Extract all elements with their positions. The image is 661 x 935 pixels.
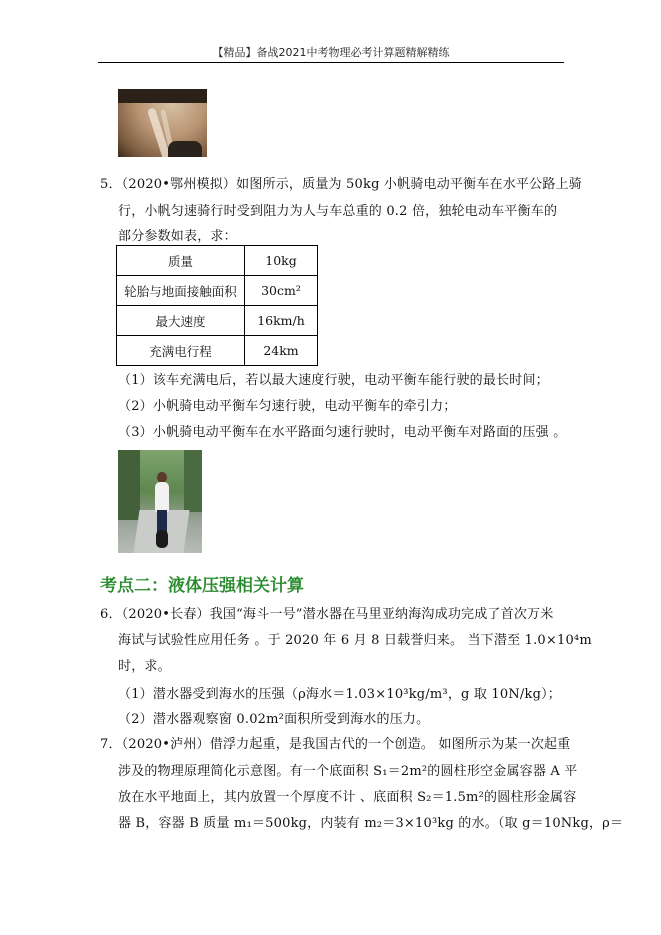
table-cell: 最大速度 — [117, 306, 245, 336]
lunar-rover-track-photo — [118, 89, 207, 157]
balance-scooter-rider-photo — [118, 450, 202, 553]
q5-sub-2: （2）小帆骑电动平衡车匀速行驶，电动平衡车的牵引力； — [118, 399, 457, 414]
q7-line-3: 放在水平地面上，其内放置一个厚度不计 、底面积 S₂＝1.5m²的圆柱形金属容 — [118, 790, 577, 805]
q6-line-1: 6．（2020•长春）我国“海斗一号”潜水器在马里亚纳海沟成功完成了首次万米 — [100, 607, 554, 622]
q6-line-2: 海试与试验性应用任务 。于 2020 年 6 月 8 日载誉归来。 当下潜至 1.0×10⁴m — [118, 633, 592, 648]
parameter-table — [116, 245, 318, 366]
table-row — [117, 306, 318, 336]
table-row — [117, 246, 318, 276]
table-row — [117, 276, 318, 306]
table-cell: 16km/h — [245, 306, 318, 336]
page-header: 【精品】备战2021中考物理必考计算题精解精练 — [212, 46, 450, 59]
table-cell: 质量 — [117, 246, 245, 276]
q5-sub-3: （3）小帆骑电动平衡车在水平路面匀速行驶时，电动平衡车对路面的压强 。 — [118, 425, 567, 440]
q7-line-2: 涉及的物理原理简化示意图。有一个底面积 S₁＝2m²的圆柱形空金属容器 A 平 — [118, 764, 578, 779]
q5-sub-1: （1）该车充满电后，若以最大速度行驶，电动平衡车能行驶的最长时间； — [118, 373, 549, 388]
q5-line-3: 部分参数如表，求： — [118, 229, 237, 244]
q6-sub-1: （1）潜水器受到海水的压强（ρ海水＝1.03×10³kg/m³，g 取 10N/kg）； — [118, 687, 562, 702]
q5-line-1: 5．（2020•鄂州模拟）如图所示，质量为 50kg 小帆骑电动平衡车在水平公路上骑 — [100, 177, 582, 192]
table-cell: 轮胎与地面接触面积 — [117, 276, 245, 306]
q7-line-1: 7．（2020•泸州）借浮力起重，是我国古代的一个创造。 如图所示为某一次起重 — [100, 737, 571, 752]
header-rule — [98, 62, 564, 63]
table-cell: 充满电行程 — [117, 336, 245, 366]
table-row — [117, 336, 318, 366]
q5-line-2: 行，小帆匀速骑行时受到阻力为人与车总重的 0.2 倍，独轮电动车平衡车的 — [118, 204, 558, 219]
table-cell: 10kg — [245, 246, 318, 276]
q6-sub-2: （2）潜水器观察窗 0.02m²面积所受到海水的压力。 — [118, 712, 430, 727]
table-cell: 24km — [245, 336, 318, 366]
q7-line-4: 器 B，容器 B 质量 m₁＝500kg，内装有 m₂＝3×10³kg 的水。（取 g＝10Nkg，ρ＝ — [118, 816, 624, 831]
q6-line-3: 时，求。 — [118, 659, 171, 674]
table-cell: 30cm² — [245, 276, 318, 306]
section-title: 考点二：液体压强相关计算 — [100, 576, 304, 596]
